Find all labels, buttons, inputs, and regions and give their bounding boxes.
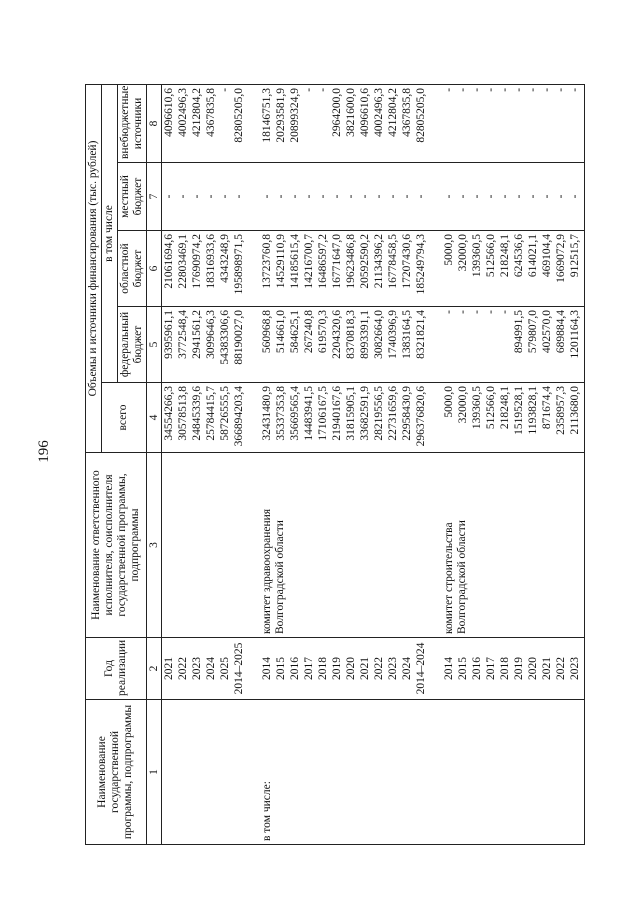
year-value: 2020 [345,657,358,680]
offbudget-value: - [471,87,484,92]
total-cell [162,383,585,453]
block-gap [429,310,443,379]
block-gap [429,166,443,227]
offbudget-value: - [569,87,582,92]
local-value: - [387,194,400,199]
year-cell [162,638,585,700]
year-value: 2025 [219,657,232,680]
offbudget-value: 20899324,9 [289,87,302,143]
offbudget-value: 82805205,0 [233,87,246,143]
header-year: Год реализации [86,638,147,700]
regional-value: 469104,4 [541,234,554,278]
year-value: 2022 [555,657,568,680]
year-value: 2015 [457,657,470,680]
local-value: - [513,194,526,199]
federal-value: - [457,310,470,314]
federal-value: 1740396,9 [387,310,400,359]
block-gap [247,310,261,379]
federal-value: 3082664,0 [373,310,386,359]
regional-value: 614021,1 [527,234,540,278]
page-number: 196 [35,440,52,463]
col-number: 8 [146,84,162,162]
year-value: 2014 [443,657,456,680]
col-number: 3 [146,453,162,638]
total-value: 35337353,8 [275,386,288,441]
local-value: - [275,194,288,199]
total-value: 366894203,4 [233,386,246,447]
total-value: 33682591,9 [359,386,372,441]
executor-name [163,456,247,634]
federal-value: 2204320,6 [331,310,344,359]
total-value: 58726555,5 [219,386,232,441]
local-value: - [401,194,414,199]
local-value: - [485,194,498,199]
regional-value: 4343248,9 [219,234,232,283]
total-value: 25784415,7 [205,386,218,441]
col-number: 5 [146,307,162,383]
total-value: 871674,4 [541,386,554,430]
federal-value: 584625,1 [289,310,302,354]
header-including: в том числе [101,84,117,382]
col-number: 4 [146,383,162,453]
offbudget-value: - [527,87,540,92]
offbudget-value: 4096610,6 [359,87,372,137]
offbudget-value: - [457,87,470,92]
offbudget-value: 4002496,3 [177,87,190,137]
total-value: 32000,0 [457,386,470,424]
federal-value: 54383306,6 [219,310,232,365]
local-value: - [219,194,232,199]
block-gap [247,641,261,696]
local-value: - [359,194,372,199]
year-value: 2014–2024 [415,642,428,695]
offbudget-value: - [541,87,554,92]
regional-value: 20592590,2 [359,234,372,289]
federal-value: 8993391,1 [359,310,372,359]
year-value: 2017 [303,657,316,680]
year-value: 2018 [317,657,330,680]
local-value: - [443,194,456,199]
federal-value: 619570,3 [317,310,330,354]
program-name-cell [162,700,585,845]
col-number: 2 [146,638,162,700]
local-value: - [261,194,274,199]
regional-value: 218248,1 [499,234,512,278]
regional-value: 14185615,4 [289,234,302,289]
regional-value: 5000,0 [443,234,456,266]
total-value: 5000,0 [443,386,456,418]
block-gap [247,166,261,227]
regional-value: 139360,5 [471,234,484,278]
offbudget-value: 4367835,8 [401,87,414,137]
col-number: 7 [146,163,162,231]
offbudget-value: 4002496,3 [373,87,386,137]
federal-value: 402570,0 [541,310,554,354]
year-value: 2024 [401,657,414,680]
year-value: 2014 [261,657,274,680]
local-value: - [527,194,540,199]
federal-value: 894991,5 [513,310,526,354]
federal-value: 689884,4 [555,310,568,354]
total-value: 14483941,5 [303,386,316,441]
total-value: 32431480,9 [261,386,274,441]
offbudget-value: 4212804,2 [191,87,204,137]
regional-value: 22803469,1 [177,234,190,289]
total-value: 21940167,6 [331,386,344,441]
block-label: в том числе: [261,781,274,841]
regional-value: 17690974,2 [191,234,204,289]
block-gap [247,88,261,159]
block-gap [429,386,443,449]
total-value: 34554266,3 [163,386,176,441]
year-value: 2018 [499,657,512,680]
local-value: - [499,194,512,199]
header-program-name: Наименование государственной программы, подпрограммы [86,700,147,845]
federal-value: 579807,0 [527,310,540,354]
year-value: 2016 [471,657,484,680]
total-value: 1519528,1 [513,386,526,435]
year-value: 2022 [373,657,386,680]
federal-value: 3099646,3 [205,310,218,359]
federal-value: 560968,8 [261,310,274,354]
regional-cell [162,231,585,307]
executor-name: комитет здравоохранения Волгоградской области [261,508,287,634]
year-value: 2016 [289,657,302,680]
total-value: 139360,5 [471,386,484,430]
federal-value: 267240,8 [303,310,316,354]
federal-value: 3772548,4 [177,310,190,359]
offbudget-value: - [499,87,512,92]
block-gap [247,234,261,303]
block-gap [247,456,261,634]
local-value: - [303,194,316,199]
offbudget-value: 4096610,6 [163,87,176,137]
local-cell [162,163,585,231]
executor-name: комитет строительства Волгоградской области [443,520,469,634]
offbudget-value: - [219,87,232,92]
total-value: 1193828,1 [527,386,540,435]
regional-value: 21061694,6 [163,234,176,289]
regional-value: 185249794,3 [415,234,428,295]
federal-value: 514661,0 [275,310,288,354]
offbudget-value: 82805205,0 [415,87,428,143]
year-value: 2022 [177,657,190,680]
local-value: - [569,194,582,199]
total-value: 218248,1 [499,386,512,430]
offbudget-value: - [443,87,456,92]
year-value: 2017 [485,657,498,680]
federal-value: 9395961,1 [163,310,176,359]
federal-value: 1383164,5 [401,310,414,359]
offbudget-value: - [555,87,568,92]
federal-value: 2941561,2 [191,310,204,359]
total-value: 35669565,4 [289,386,302,441]
year-value: 2023 [569,657,582,680]
federal-value: 8370818,3 [345,310,358,359]
regional-value: 16771647,0 [331,234,344,289]
local-value: - [317,194,330,199]
year-value: 2015 [275,657,288,680]
local-value: - [191,194,204,199]
regional-value: 16486597,2 [317,234,330,289]
header-funding: Объемы и источники финансирования (тыс. рублей) [86,84,102,452]
year-value: 2023 [387,657,400,680]
local-value: - [541,194,554,199]
offbudget-value: - [485,87,498,92]
local-value: - [205,194,218,199]
federal-value: - [443,310,456,314]
total-value: 296376820,6 [415,386,428,447]
local-value: - [331,194,344,199]
funding-table [85,84,585,845]
col-number: 6 [146,231,162,307]
header-offbudget: внебюджетные источники [117,84,146,162]
regional-value: 912515,7 [569,234,582,278]
regional-value: 18316933,6 [205,234,218,289]
year-value: 2019 [513,657,526,680]
block-gap [247,386,261,449]
block-gap [429,234,443,303]
local-value: - [289,194,302,199]
year-value: 2021 [541,657,554,680]
total-value: 22731659,6 [387,386,400,441]
local-value: - [415,194,428,199]
header-total: всего [101,383,146,453]
federal-value: - [471,310,484,314]
offbudget-value: 3821600,0 [345,87,358,137]
local-value: - [233,194,246,199]
year-value: 2021 [163,657,176,680]
regional-value: 13723760,8 [261,234,274,289]
federal-cell [162,307,585,383]
total-value: 30578513,8 [177,386,190,441]
federal-value: 88190027,0 [233,310,246,365]
offbudget-value: 4212804,2 [387,87,400,137]
regional-value: 32000,0 [457,234,470,272]
offbudget-value: 2964200,0 [331,87,344,137]
local-value: - [345,194,358,199]
total-value: 17106167,5 [317,386,330,441]
regional-value: 16778458,5 [387,234,400,289]
federal-value: 1201164,3 [569,310,582,359]
year-value: 2024 [205,657,218,680]
regional-value: 14529110,9 [275,234,288,289]
header-local: местный бюджет [117,163,146,231]
block-gap [429,88,443,159]
offbudget-value: - [303,87,316,92]
offbudget-cell [162,84,585,162]
year-value: 2020 [527,657,540,680]
total-value: 28219556,5 [373,386,386,441]
block-gap [429,641,443,696]
offbudget-value: 20293581,9 [275,87,288,143]
executor-cell [162,453,585,638]
federal-value: - [499,310,512,314]
regional-value: 14216700,7 [303,234,316,289]
regional-value: 21134396,2 [373,234,386,289]
regional-value: 512566,0 [485,234,498,278]
year-value: 2019 [331,657,344,680]
offbudget-value: - [513,87,526,92]
year-value: 2023 [191,657,204,680]
offbudget-value: 4367835,8 [205,87,218,137]
regional-value: 17207430,6 [401,234,414,289]
table-body-row [162,84,585,844]
year-value: 2021 [359,657,372,680]
federal-value: 8321821,4 [415,310,428,359]
header-executor: Наименование ответственного исполнителя, соисполнителя государственной программы, подпрограммы [86,453,147,638]
offbudget-value: - [317,87,330,92]
header-federal: федеральный бюджет [117,307,146,383]
regional-value: 195898971,5 [233,234,246,295]
regional-value: 19623486,8 [345,234,358,289]
local-value: - [163,194,176,199]
local-value: - [457,194,470,199]
regional-value: 1669072,9 [555,234,568,283]
total-value: 22958430,9 [401,386,414,441]
total-value: 31815905,1 [345,386,358,441]
header-regional: областной бюджет [117,231,146,307]
regional-value: 624536,6 [513,234,526,278]
local-value: - [177,194,190,199]
offbudget-value: 18146751,3 [261,87,274,143]
total-value: 24845339,6 [191,386,204,441]
total-value: 2113680,0 [569,386,582,435]
total-value: 2358957,3 [555,386,568,435]
year-value: 2014–2025 [233,642,246,695]
federal-value: - [485,310,498,314]
local-value: - [555,194,568,199]
local-value: - [373,194,386,199]
total-value: 512566,0 [485,386,498,430]
local-value: - [471,194,484,199]
col-number: 1 [146,700,162,845]
block-gap [429,456,443,634]
